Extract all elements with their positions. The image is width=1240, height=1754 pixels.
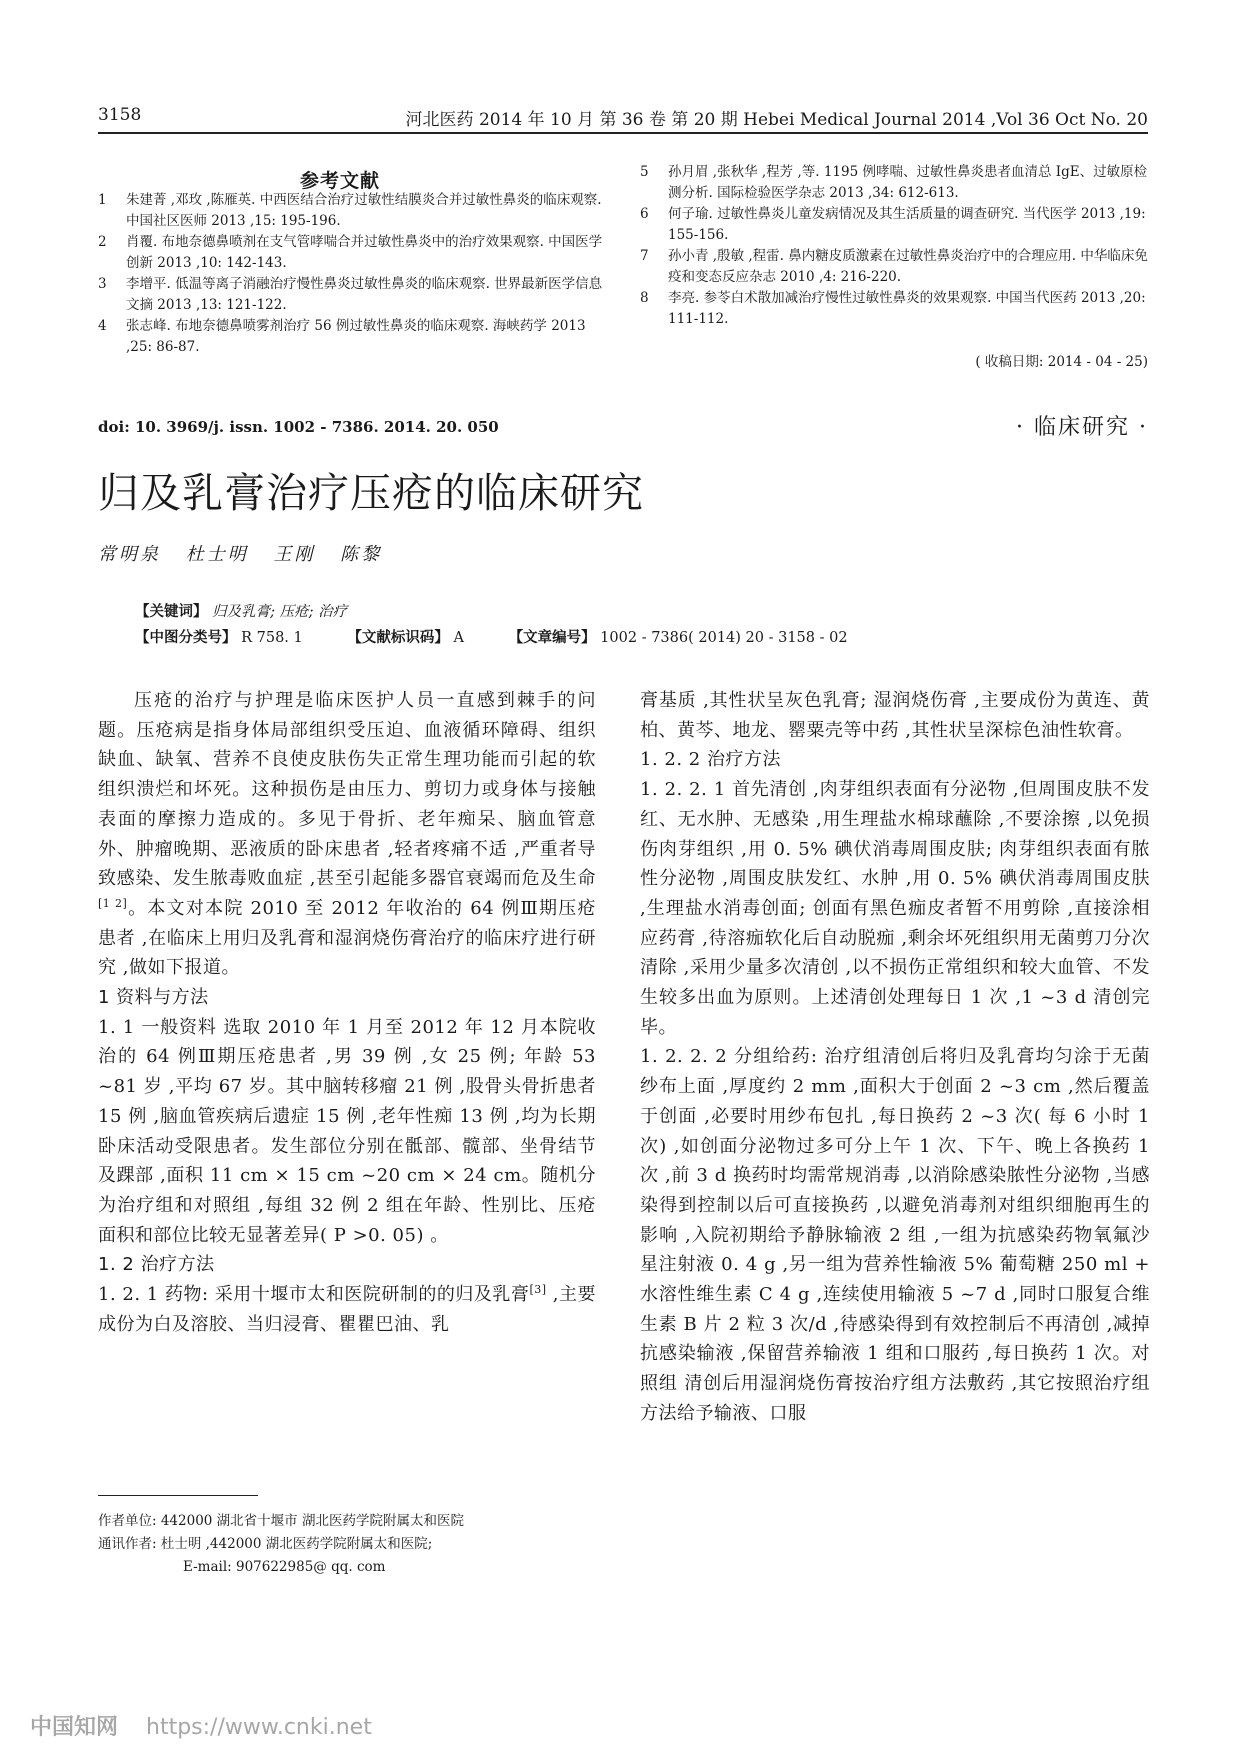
clc-value: R 758. 1: [236, 630, 303, 646]
keywords-label: 【关键词】: [135, 603, 208, 620]
reference-item: [98, 190, 613, 232]
debridement-paragraph: 1. 2. 2. 1 首先清创 ,肉芽组织表面有分泌物 ,但周围皮肤不发红、无水肿、无感染 ,用生理盐水棉球蘸除 ,不要涂擦 ,以免损伤肉芽组织 ,用 0. 5% 碘伏消毒周围皮肤; 肉芽组织表面有脓性分泌物 ,周围皮肤发红、水肿 ,用 0. 5% 碘伏消毒周围皮肤 ,生理盐水消毒创面; 创面有黑色痂皮者暂不用剪除 ,直接涂相应药膏 ,待溶痂软化后自动脱痂 ,剩余坏死组织用无菌剪刀分次清除 ,采用少量多次清创 ,以不损伤正常组织和较大血管、不发生较多出血为原则。上述清创处理每日 1 次 ,1 ~3 d 清创完毕。: [640, 779, 1150, 1038]
reference-item: [98, 316, 613, 358]
grouping-paragraph: 1. 2. 2. 2 分组给药: 治疗组清创后将归及乳膏均匀涂于无菌纱布上面 ,厚度约 2 mm ,面积大于创面 2 ~3 cm ,然后覆盖于创面 ,必要时用纱布包扎 ,每日换药 2 ~3 次( 每 6 小时 1 次) ,如创面分泌物过多可分上午 1 次、下午、晚上各换药 1 次 ,前 3 d 换药时均需常规消毒 ,以消除感染脓性分泌物 ,当感染得到控制以后可直接换药 ,以避免消毒剂对组织细胞再生的影响 ,入院初期给予静脉输液 2 组 ,一组为抗感染药物氧氟沙星注射液 0. 4 g ,另一组为营养性输液 5% 葡萄糖 250 ml + 水溶性维生素 C 4 g ,连续使用输液 5 ~7 d ,同时口服复合维生素 B 片 2 粒 3 次/d ,待感染得到有效控制后不再清创 ,减掉抗感染输液 ,保留营养输液 1 组和口服药 ,每日换药 1 次。对照组 清创后用湿润烧伤膏按治疗组方法敷药 ,其它按照治疗组方法给予输液、口服: [640, 1046, 1150, 1424]
reference-number: 6: [640, 206, 649, 222]
drug-text: 1. 2. 1 药物: 采用十堰市太和医院研制的的归及乳膏: [98, 1284, 530, 1306]
reference-number: 8: [640, 290, 649, 306]
reference-number: 5: [640, 164, 649, 180]
reference-text: 何子瑜. 过敏性鼻炎儿童发病情况及其生活质量的调查研究. 当代医学 2013 ,19: 155-156.: [668, 206, 1146, 243]
intro-text: 压疮的治疗与护理是临床医护人员一直感到棘手的问题。压疮病是指身体局部组织受压迫、血液循环障碍、组织缺血、缺氧、营养不良使皮肤伤失正常生理功能而引起的软组织溃烂和坏死。这种损伤是由压力、剪切力或身体与接触表面的摩擦力造成的。多见于骨折、老年痴呆、脑血管意外、肿瘤晚期、恶液质的卧床患者 ,轻者疼痛不适 ,严重者导致感染、发生脓毒败血症 ,甚至引起能多器官衰竭而危及生命: [98, 690, 596, 890]
doi: doi: 10. 3969/j. issn. 1002 - 7386. 2014. 20. 050: [98, 418, 499, 436]
corresponding-author: 通讯作者: 杜士明 ,442000 湖北医药学院附属太和医院;: [98, 1536, 433, 1552]
reference-text: 孙月眉 ,张秋华 ,程芳 ,等. 1195 例哮喘、过敏性鼻炎患者血清总 IgE、过敏原检测分析. 国际检验医学杂志 2013 ,34: 612-613.: [668, 164, 1148, 201]
citation: [3]: [529, 1283, 547, 1297]
page-number: 3158: [98, 105, 142, 125]
reference-number: 2: [98, 234, 107, 250]
keywords-line: [135, 600, 347, 621]
intro-paragraph: [98, 686, 596, 983]
reference-text: 肖覆. 布地奈德鼻喷剂在支气管哮喘合并过敏性鼻炎中的治疗效果观察. 中国医学创新 2013 ,10: 142-143.: [126, 234, 603, 271]
reference-item: [640, 288, 1152, 330]
reference-number: 4: [98, 318, 107, 334]
doc-code-value: A: [448, 630, 464, 646]
cnki-url[interactable]: https://www.cnki.net: [146, 1715, 372, 1740]
reference-item: [640, 246, 1152, 288]
article-no-label: 【文章编号】: [508, 629, 596, 646]
header-rule: [98, 132, 1148, 134]
drug-paragraph-cont: 膏基质 ,其性状呈灰色乳膏; 湿润烧伤膏 ,主要成份为黄连、黄柏、黄芩、地龙、罂粟壳等中药 ,其性状呈深棕色油性软膏。: [640, 690, 1150, 741]
references-left-column: [98, 190, 613, 358]
author-affiliation: 作者单位: 442000 湖北省十堰市 湖北医药学院附属太和医院: [98, 1513, 464, 1529]
email: E-mail: 907622985@ qq. com: [183, 1559, 386, 1575]
received-date: ( 收稿日期: 2014 - 04 - 25): [975, 354, 1148, 370]
footnote-rule: [98, 1495, 258, 1496]
reference-text: 孙小青 ,殷敏 ,程雷. 鼻内糖皮质激素在过敏性鼻炎治疗中的合理应用. 中华临床免疫和变态反应杂志 2010 ,4: 216-220.: [668, 248, 1148, 285]
doc-code-group: [347, 630, 464, 646]
subsection-heading: 1. 2 治疗方法: [98, 1254, 215, 1276]
reference-item: [98, 274, 613, 316]
reference-text: 朱建菁 ,邓玫 ,陈雁英. 中西医结合治疗过敏性结膜炎合并过敏性鼻炎的临床观察. 中国社区医师 2013 ,15: 195-196.: [126, 192, 602, 229]
article-no-group: [509, 630, 848, 646]
general-data-paragraph: 1. 1 一般资料 选取 2010 年 1 月至 2012 年 12 月本院收治的 64 例Ⅲ期压疮患者 ,男 39 例 ,女 25 例; 年龄 53 ~81 岁 ,平均 67 岁。其中脑转移瘤 21 例 ,股骨头骨折患者 15 例 ,脑血管疾病后遗症 15 例 ,老年性痴 13 例 ,均为长期卧床活动受限患者。发生部位分别在骶部、髋部、坐骨结节及踝部 ,面积 11 cm × 15 cm ~20 cm × 24 cm。随机分为治疗组和对照组 ,每组 32 例 2 组在年龄、性别比、压疮面积和部位比较无显著差异( P >0. 05) 。: [98, 1016, 596, 1246]
citation: [1 2]: [98, 896, 128, 910]
body-right-column: [640, 686, 1150, 1429]
drug-paragraph: [98, 1280, 596, 1339]
reference-number: 3: [98, 276, 107, 292]
reference-text: 张志峰. 布地奈德鼻喷雾剂治疗 56 例过敏性鼻炎的临床观察. 海峡药学 2013 ,25: 86-87.: [126, 318, 586, 355]
classification-line: [135, 626, 848, 647]
watermark: [30, 1710, 372, 1741]
reference-item: [98, 232, 613, 274]
doc-code-label: 【文献标识码】: [347, 629, 449, 646]
references-right-column: [640, 162, 1152, 330]
reference-item: [640, 162, 1152, 204]
body-left-column: [98, 686, 596, 1339]
section-heading: 1 资料与方法: [98, 987, 209, 1009]
authors: 常明泉 杜士明 王刚 陈黎: [98, 544, 383, 565]
reference-number: 1: [98, 192, 107, 208]
cnki-logo: 中国知网: [30, 1715, 119, 1740]
references-title: 参考文献: [300, 170, 381, 192]
reference-number: 7: [640, 248, 649, 264]
reference-text: 李亮. 参苓白术散加减治疗慢性过敏性鼻炎的效果观察. 中国当代医药 2013 ,20: 111-112.: [668, 290, 1146, 327]
keywords: 归及乳膏; 压疮; 治疗: [207, 604, 348, 620]
drug-text-cont: ,主要成份为白及溶胶、当归浸膏、瞿瞿巴油、乳: [98, 1284, 596, 1335]
intro-text-cont: 。本文对本院 2010 至 2012 年收治的 64 例Ⅲ期压疮患者 ,在临床上用归及乳膏和湿润烧伤膏治疗的临床疗进行研究 ,做如下报道。: [98, 897, 596, 979]
column-tag: · 临床研究 ·: [1016, 415, 1148, 440]
article-no-value: 1002 - 7386( 2014) 20 - 3158 - 02: [595, 630, 848, 646]
subsection-heading: 1. 2. 2 治疗方法: [640, 749, 781, 771]
footnote: [98, 1510, 464, 1579]
clc-group: [135, 630, 303, 646]
article-title: 归及乳膏治疗压疮的临床研究: [98, 469, 644, 517]
clc-label: 【中图分类号】: [135, 629, 237, 646]
reference-text: 李增平. 低温等离子消融治疗慢性鼻炎过敏性鼻炎的临床观察. 世界最新医学信息文摘 2013 ,13: 121-122.: [126, 276, 603, 313]
reference-item: [640, 204, 1152, 246]
journal-header: 河北医药 2014 年 10 月 第 36 卷 第 20 期 Hebei Medical Journal 2014 ,Vol 36 Oct No. 20: [405, 110, 1148, 130]
